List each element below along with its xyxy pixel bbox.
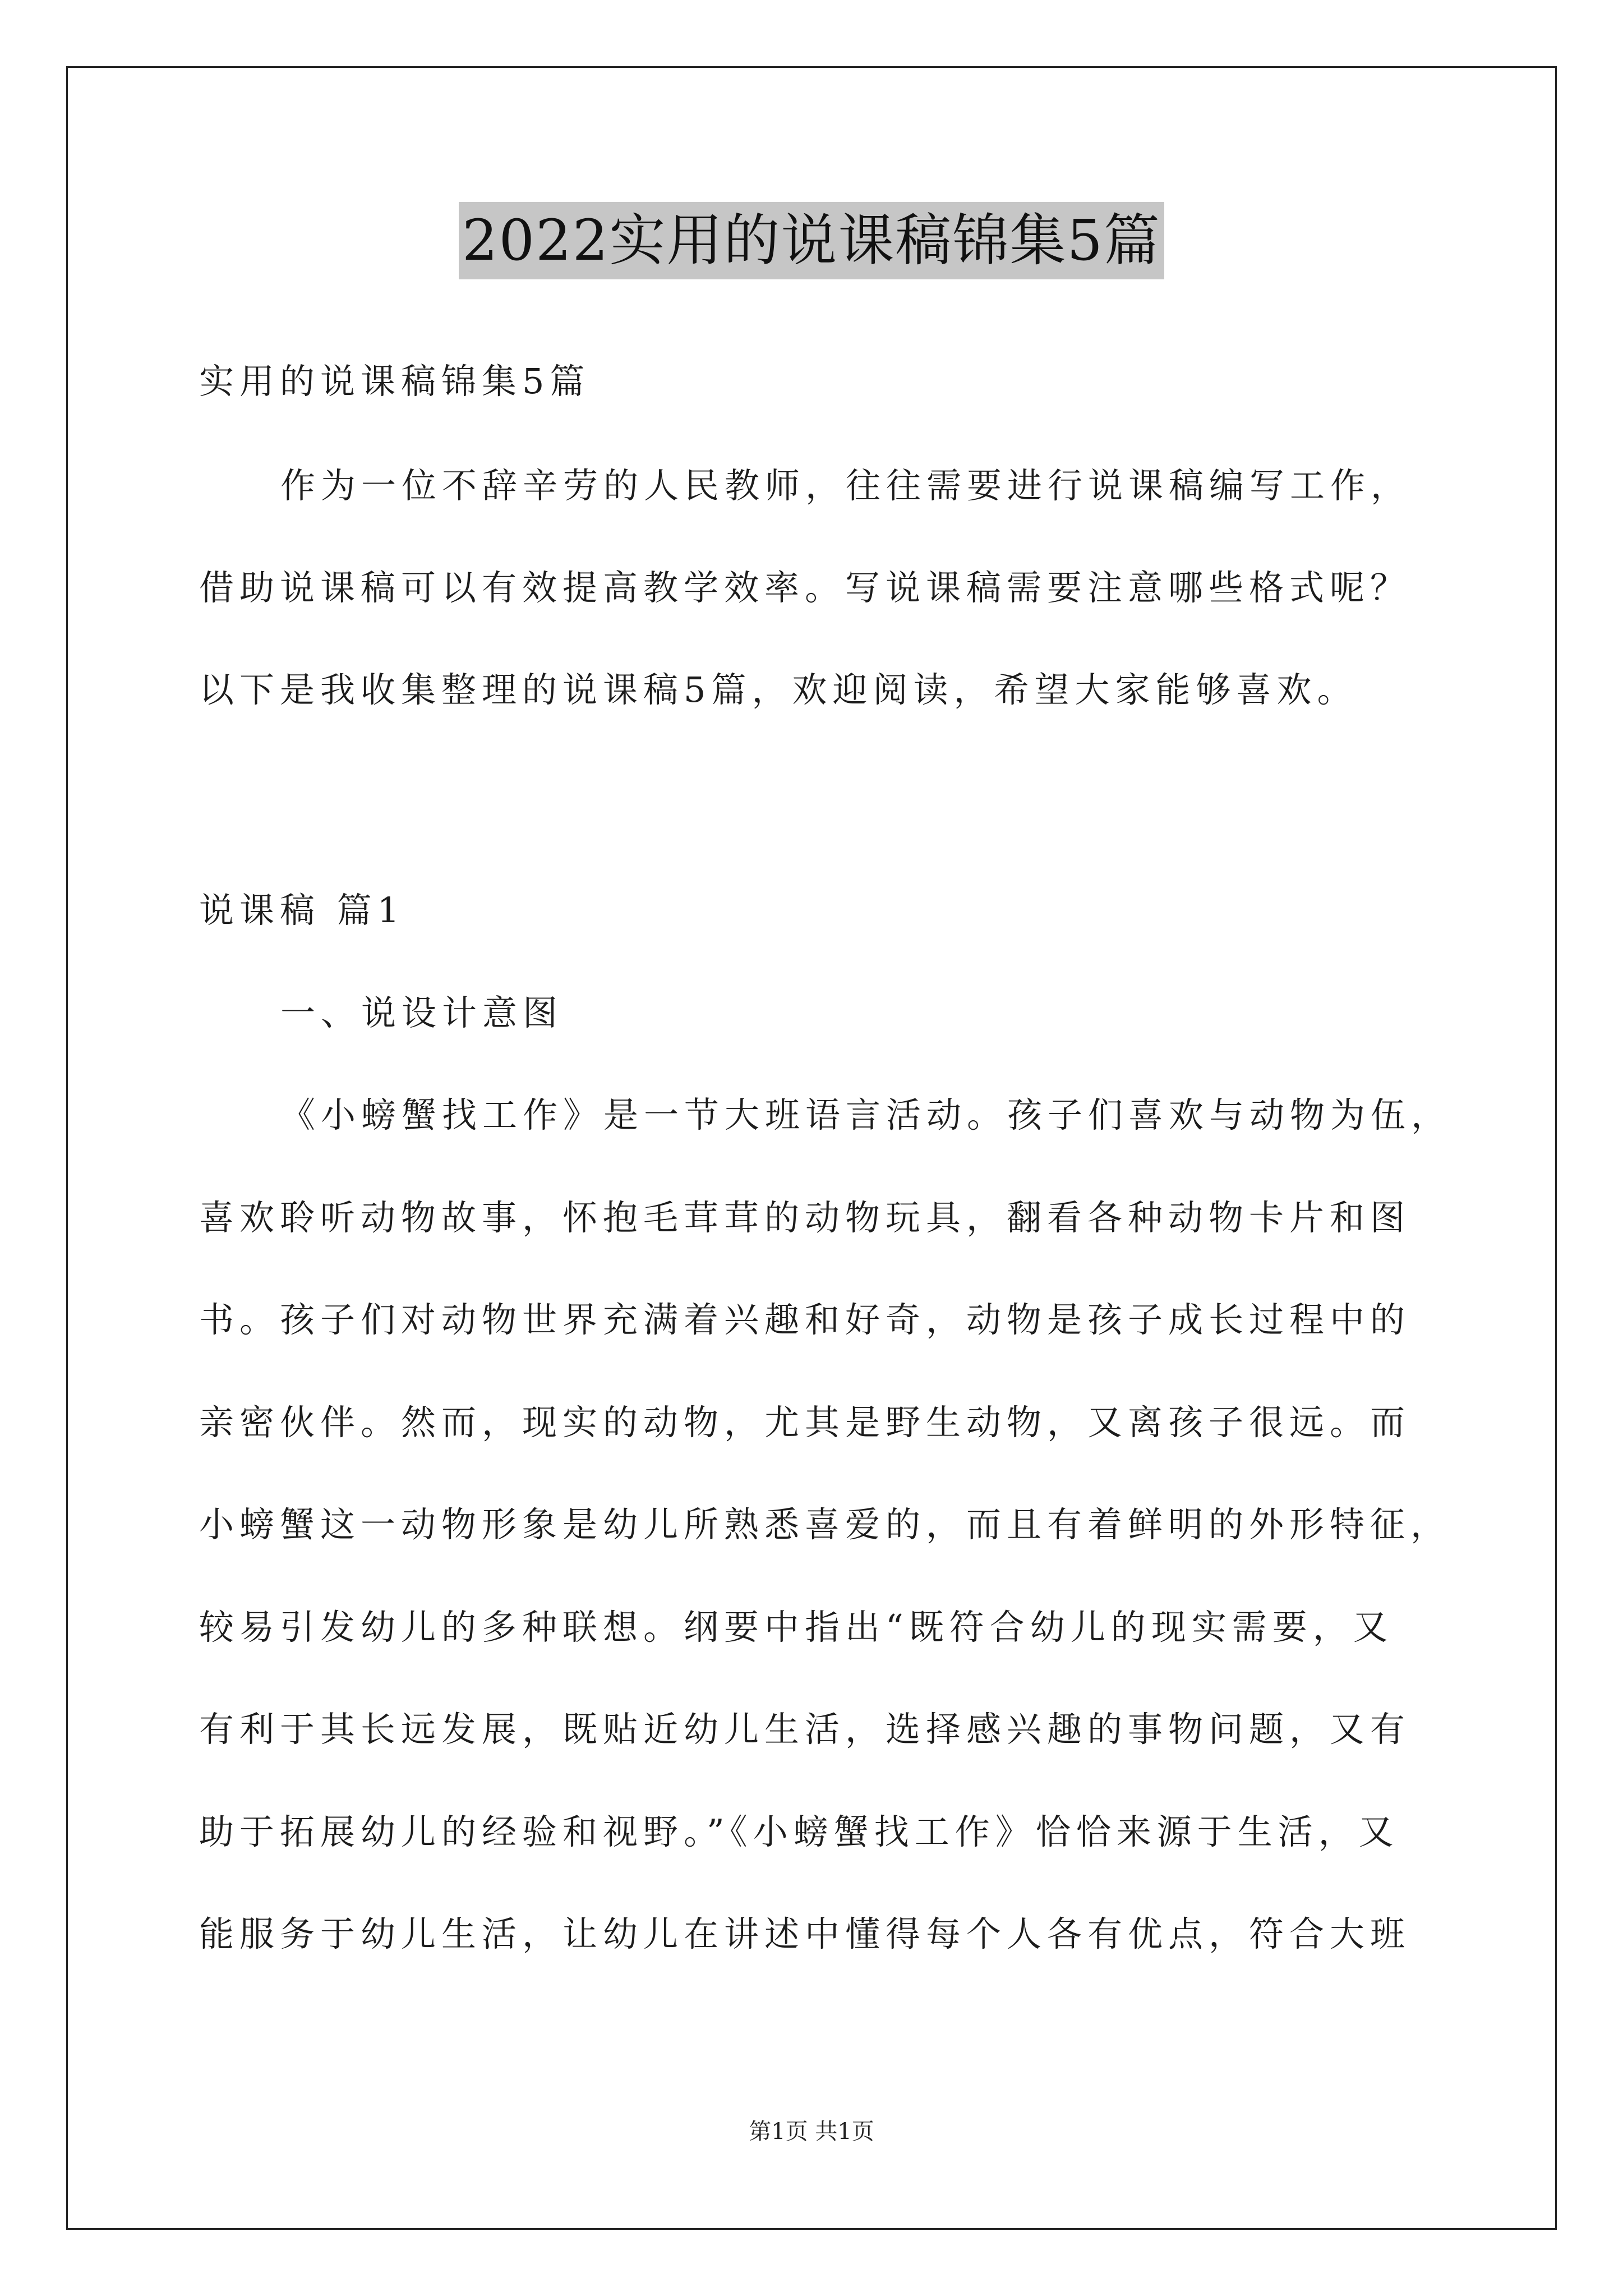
body-line: 有利于其长远发展，既贴近幼儿生活，选择感兴趣的事物问题，又有: [199, 1709, 1411, 1750]
sub-heading: 一、说设计意图: [280, 992, 564, 1033]
document-subtitle: 实用的说课稿锦集5篇: [199, 361, 591, 402]
body-line: 喜欢聆听动物故事，怀抱毛茸茸的动物玩具，翻看各种动物卡片和图: [199, 1197, 1411, 1238]
document-title: 2022实用的说课稿锦集5篇: [459, 202, 1164, 279]
body-line: 较易引发幼儿的多种联想。纲要中指出“既符合幼儿的现实需要，又: [199, 1607, 1394, 1648]
body-line: 书。孩子们对动物世界充满着兴趣和好奇，动物是孩子成长过程中的: [199, 1299, 1411, 1340]
title-container: [0, 202, 1623, 279]
body-line: 亲密伙伴。然而，现实的动物，尤其是野生动物，又离孩子很远。而: [199, 1402, 1411, 1443]
section-heading: 说课稿 篇1: [199, 890, 405, 931]
intro-line: 以下是我收集整理的说课稿5篇，欢迎阅读，希望大家能够喜欢。: [199, 669, 1358, 710]
body-line: 能服务于幼儿生活，让幼儿在讲述中懂得每个人各有优点，符合大班: [199, 1913, 1411, 1954]
intro-line: 作为一位不辞辛劳的人民教师，往往需要进行说课稿编写工作，: [280, 465, 1412, 506]
body-line: 《小螃蟹找工作》是一节大班语言活动。孩子们喜欢与动物为伍，: [280, 1094, 1452, 1135]
intro-line: 借助说课稿可以有效提高教学效率。写说课稿需要注意哪些格式呢？: [199, 567, 1411, 608]
body-line: 小螃蟹这一动物形象是幼儿所熟悉喜爱的，而且有着鲜明的外形特征，: [199, 1504, 1451, 1545]
body-line: 助于拓展幼儿的经验和视野。”《小螃蟹找工作》恰恰来源于生活，又: [199, 1811, 1399, 1852]
page-footer: 第1页 共1页: [749, 2119, 874, 2145]
